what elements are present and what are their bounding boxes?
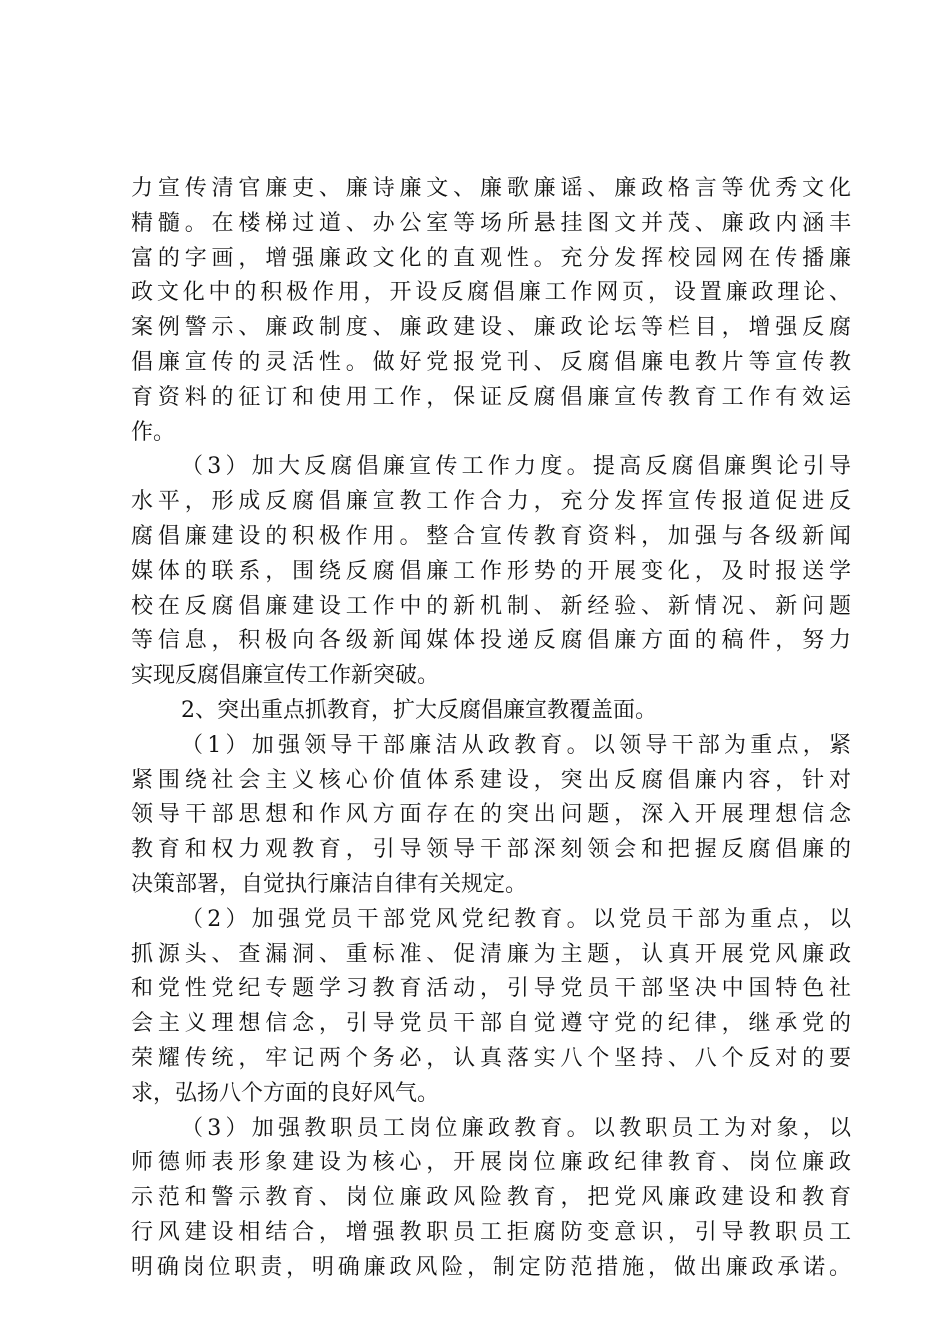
text-line: 精髓。在楼梯过道、办公室等场所悬挂图文并茂、廉政内涵丰 bbox=[131, 210, 851, 236]
text-line: 领导干部思想和作风方面存在的突出问题，深入开展理想信念 bbox=[131, 802, 851, 828]
paragraph-heading-line: （2）加强党员干部党风党纪教育。以党员干部为重点，以 bbox=[181, 906, 851, 932]
text-line: 和党性党纪专题学习教育活动，引导党员干部坚决中国特色社 bbox=[131, 976, 851, 1002]
text-line: 作。 bbox=[131, 419, 176, 445]
paragraph-heading-line: （3）加大反腐倡廉宣传工作力度。提高反腐倡廉舆论引导 bbox=[181, 454, 851, 480]
paragraph-heading-line: （3）加强教职员工岗位廉政教育。以教职员工为对象，以 bbox=[181, 1115, 851, 1141]
text-line: 荣耀传统，牢记两个务必，认真落实八个坚持、八个反对的要 bbox=[131, 1045, 851, 1071]
text-line: 等信息，积极向各级新闻媒体投递反腐倡廉方面的稿件，努力 bbox=[131, 628, 851, 654]
text-line: 腐倡廉建设的积极作用。整合宣传教育资料，加强与各级新闻 bbox=[131, 523, 851, 549]
text-line: 水平，形成反腐倡廉宣教工作合力，充分发挥宣传报道促进反 bbox=[131, 489, 851, 515]
text-line: 决策部署，自觉执行廉洁自律有关规定。 bbox=[131, 871, 528, 897]
text-line: 抓源头、查漏洞、重标准、促清廉为主题，认真开展党风廉政 bbox=[131, 941, 851, 967]
text-line: 紧围绕社会主义核心价值体系建设，突出反腐倡廉内容，针对 bbox=[131, 767, 851, 793]
text-line: 示范和警示教育、岗位廉政风险教育，把党风廉政建设和教育 bbox=[131, 1185, 851, 1211]
text-line: 行风建设相结合，增强教职员工拒腐防变意识，引导教职员工 bbox=[131, 1219, 851, 1245]
section-heading: 2、突出重点抓教育，扩大反腐倡廉宣教覆盖面。 bbox=[181, 697, 657, 723]
text-line: 政文化中的积极作用，开设反腐倡廉工作网页，设置廉政理论、 bbox=[131, 280, 851, 306]
text-line: 会主义理想信念，引导党员干部自觉遵守党的纪律，继承党的 bbox=[131, 1011, 851, 1037]
paragraph-heading-line: （1）加强领导干部廉洁从政教育。以领导干部为重点，紧 bbox=[181, 732, 851, 758]
text-line: 实现反腐倡廉宣传工作新突破。 bbox=[131, 663, 440, 689]
text-line: 明确岗位职责，明确廉政风险，制定防范措施，做出廉政承诺。 bbox=[131, 1254, 851, 1280]
text-line: 倡廉宣传的灵活性。做好党报党刊、反腐倡廉电教片等宣传教 bbox=[131, 349, 851, 375]
text-line: 富的字画，增强廉政文化的直观性。充分发挥校园网在传播廉 bbox=[131, 245, 851, 271]
text-line: 师德师表形象建设为核心，开展岗位廉政纪律教育、岗位廉政 bbox=[131, 1150, 851, 1176]
text-line: 力宣传清官廉吏、廉诗廉文、廉歌廉谣、廉政格言等优秀文化 bbox=[131, 176, 851, 201]
text-line: 校在反腐倡廉建设工作中的新机制、新经验、新情况、新问题 bbox=[131, 593, 851, 619]
body-text bbox=[131, 172, 851, 1286]
text-line: 媒体的联系，围绕反腐倡廉工作形势的开展变化，及时报送学 bbox=[131, 558, 851, 584]
text-line: 教育和权力观教育，引导领导干部深刻领会和把握反腐倡廉的 bbox=[131, 837, 851, 863]
text-line: 求，弘扬八个方面的良好风气。 bbox=[131, 1080, 440, 1106]
text-line: 育资料的征订和使用工作，保证反腐倡廉宣传教育工作有效运 bbox=[131, 384, 851, 410]
text-line: 案例警示、廉政制度、廉政建设、廉政论坛等栏目，增强反腐 bbox=[131, 315, 851, 341]
